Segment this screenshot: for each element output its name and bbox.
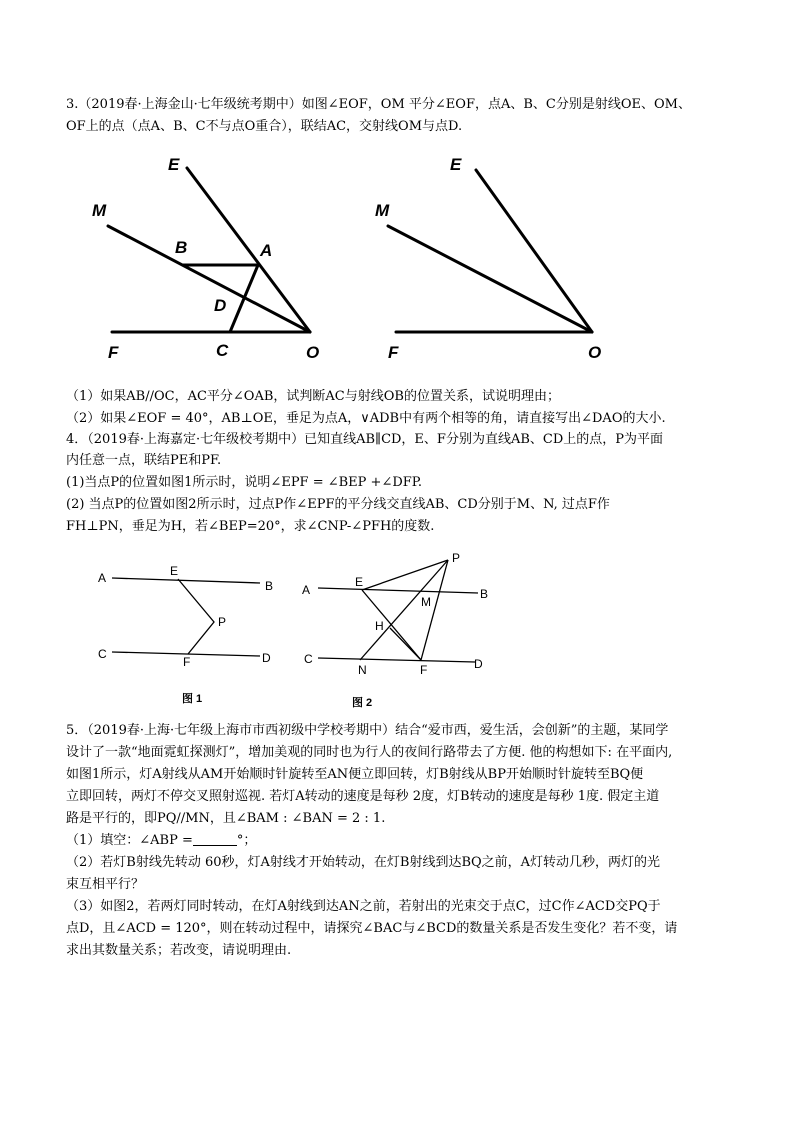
q4-sub2b: FH⊥PN，垂足为H，若∠BEP=20°，求∠CNP-∠PFH的度数.	[66, 519, 435, 534]
fig2-label-p: P	[452, 551, 461, 565]
segment-hf	[390, 628, 421, 660]
q5-sub3a: （3）如图2，若两灯同时转动，在灯A射线到达AN之前，若射出的光束交于点C，过C作∠ACD交PQ于	[66, 899, 661, 914]
fig2-label-m: M	[421, 595, 431, 609]
q4-sub1: (1)当点P的位置如图1所示时，说明∠EPF = ∠BEP +∠DFP.	[66, 475, 423, 490]
fig2-label-e: E	[355, 575, 364, 589]
fig1-label-c: C	[98, 647, 107, 661]
q3-line1: 3.（2019春·上海金山·七年级统考期中）如图∠EOF，OM 平分∠EOF，点A、B、C分别是射线OE、OM、	[66, 97, 691, 112]
q5-sub1-unit: °；	[236, 833, 257, 848]
label-c: C	[216, 341, 229, 360]
q3-sub1: （1）如果AB//OC，AC平分∠OAB，试判断AC与射线OB的位置关系，试说明理由；	[66, 389, 560, 404]
q5-sub2b: 束互相平行？	[66, 877, 145, 892]
label-a: A	[260, 241, 273, 260]
ray-oe-2	[476, 170, 592, 332]
fig1-label-f: F	[183, 655, 191, 669]
label-f: F	[108, 343, 119, 362]
q5-sub1	[66, 830, 730, 851]
ray-oe	[187, 168, 310, 332]
label-m-2: M	[375, 201, 390, 220]
ray-om	[108, 226, 310, 332]
q5-line1: 5．（2019春·上海·七年级上海市市西初级中学校考期中）结合“爱市西，爱生活，会创新”的主题，某同学	[66, 723, 669, 738]
fig2-caption: 图 2	[352, 697, 373, 709]
fig2-label-b: B	[480, 587, 489, 601]
q5-sub1-text: （1）填空：∠ABP =	[66, 833, 193, 848]
q5-line3: 如图1所示，灯A射线从AM开始顺时针旋转至AN便立即回转，灯B射线从BP开始顺时针旋转至BQ便	[66, 767, 644, 782]
fig1-label-a: A	[98, 571, 107, 585]
fig2-label-c: C	[304, 652, 313, 666]
q5-sub3c: 求出其数量关系；若改变，请说明理由.	[66, 943, 292, 958]
label-b: B	[175, 238, 188, 257]
label-e-2: E	[450, 155, 462, 174]
line-ab-2	[318, 588, 478, 593]
label-e: E	[168, 155, 180, 174]
ray-om-2	[388, 226, 592, 332]
fig1-label-p: P	[218, 615, 227, 629]
q4-figure1	[112, 578, 260, 656]
fig2-label-f: F	[420, 663, 428, 677]
q5-line2: 设计了一款“地面霓虹探测灯”，增加美观的同时也为行人的夜间行路带去了方便. 他的构想如下: 在平面内,	[66, 745, 673, 760]
fig1-label-e: E	[170, 564, 179, 578]
q5-sub3b: 点D，且∠ACD = 120°，则在转动过程中，请探究∠BAC与∠BCD的数量关系是否发生变化？若不变，请	[66, 921, 678, 936]
answer-blank[interactable]	[193, 833, 237, 846]
q5-sub2a: （2）若灯B射线先转动 60秒，灯A射线才开始转动，在灯B射线到达BQ之前，A灯转动几秒，两灯的光	[66, 855, 661, 870]
q3-sub2: （2）如果∠EOF = 40°，AB⊥OE，垂足为点A，∨ADB中有两个相等的角，请直接写出∠DAO的大小.	[66, 411, 666, 426]
fig2-label-h: H	[375, 619, 384, 633]
fig1-label-d: D	[262, 651, 271, 665]
q3-left-figure	[108, 168, 310, 332]
label-o-2: O	[588, 343, 602, 362]
q3-line2: OF上的点（点A、B、C不与点O重合），联结AC，交射线OM与点D.	[66, 119, 463, 134]
segment-ac	[230, 265, 258, 332]
q4-figure2	[318, 560, 478, 662]
fig1-caption: 图 1	[182, 693, 203, 705]
q5-line4: 立即回转，两灯不停交叉照射巡视. 若灯A转动的速度是每秒 2度，灯B转动的速度是每秒 1度. 假定主道	[66, 789, 660, 804]
line-cd-2	[318, 658, 475, 662]
line-ab	[112, 578, 260, 583]
q3-right-figure	[388, 170, 592, 332]
q5-line5: 路是平行的，即PQ//MN，且∠BAM : ∠BAN = 2 : 1.	[66, 811, 386, 826]
q4-sub2a: (2) 当点P的位置如图2所示时，过点P作∠EPF的平分线交直线AB、CD分别于M、N, 过点F作	[66, 497, 610, 512]
label-d: D	[214, 296, 227, 315]
path-epf	[178, 579, 214, 654]
q4-figures	[90, 548, 500, 718]
label-f-2: F	[388, 343, 399, 362]
label-o: O	[306, 343, 320, 362]
fig1-label-b: B	[265, 579, 274, 593]
q3-figures	[80, 148, 640, 368]
q4-line2: 内任意一点，联结PE和PF.	[66, 453, 222, 468]
q4-line1: 4．（2019春·上海嘉定·七年级校考期中）已知直线AB∥CD，E、F分别为直线AB、CD上的点，P为平面	[66, 432, 664, 447]
fig2-label-a: A	[302, 583, 311, 597]
label-m: M	[92, 201, 107, 220]
fig2-label-d: D	[474, 657, 483, 671]
fig2-label-n: N	[358, 663, 367, 677]
